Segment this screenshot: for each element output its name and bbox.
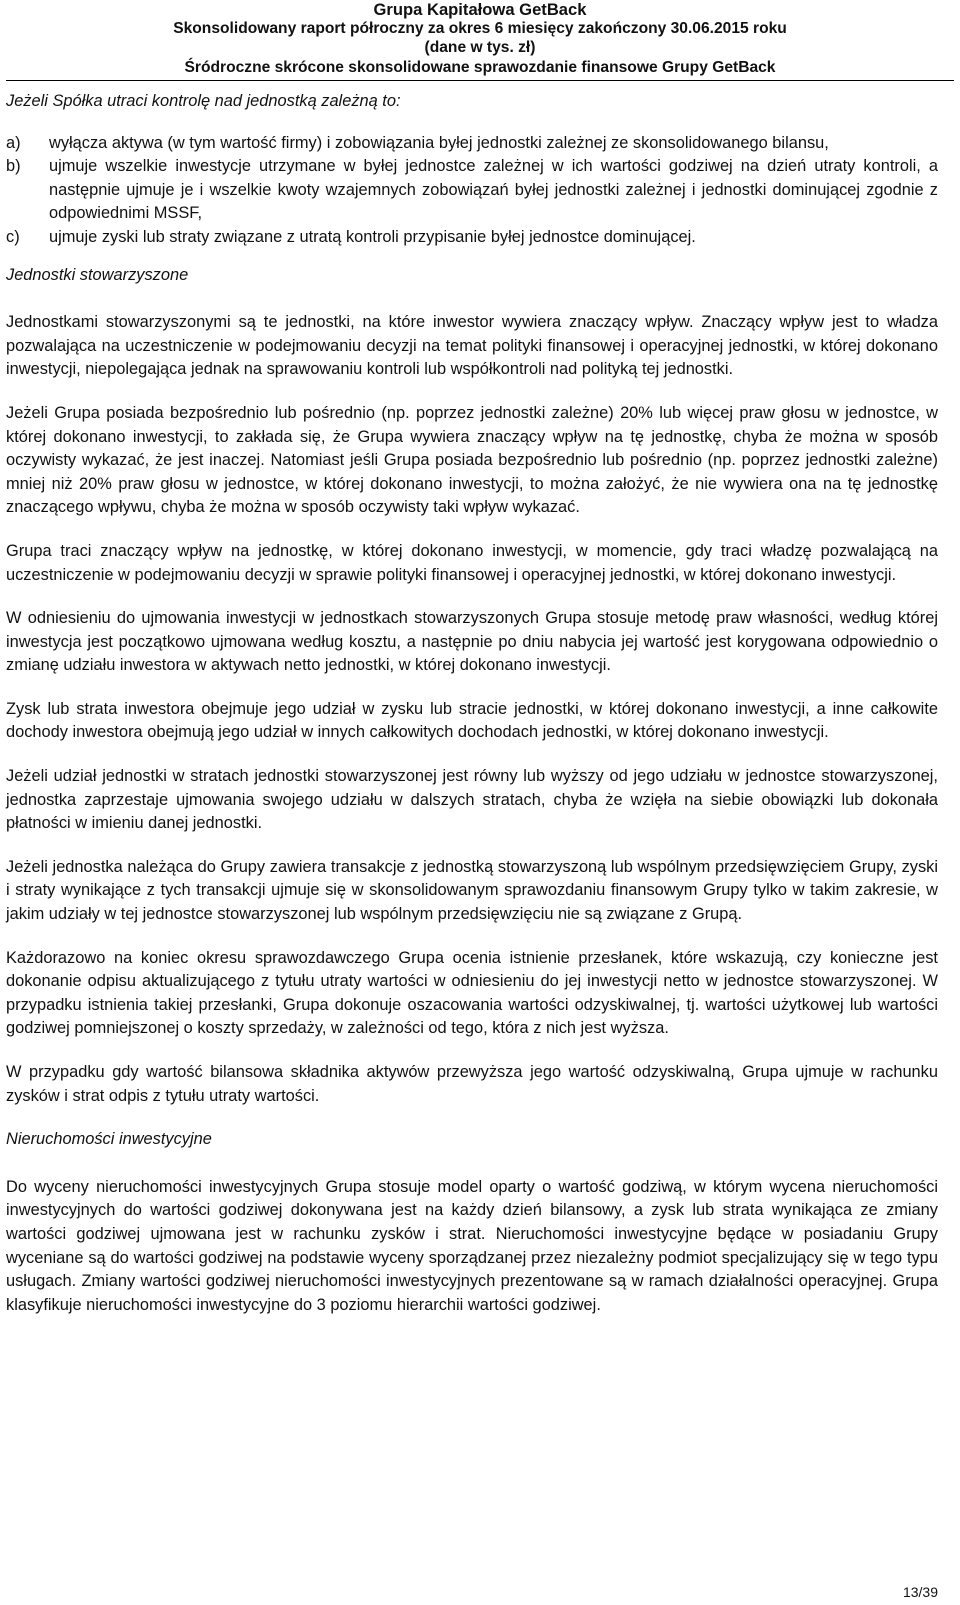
list-marker: b): [6, 157, 21, 176]
section-heading-associates: Jednostki stowarzyszone: [6, 265, 189, 284]
header-company: Grupa Kapitałowa GetBack: [373, 0, 587, 19]
paragraph: Zysk lub strata inwestora obejmuje jego udział w zysku lub stracie jednostki, w której dokonano inwestycji, a inne całkowite dochody inwestora obejmują jego udział w innych całkowitych dochodach jednostki, w której dokonano inwestycji.: [6, 699, 938, 742]
section-heading-investment-property: Nieruchomości inwestycyjne: [6, 1130, 212, 1149]
list-item: [6, 226, 938, 250]
paragraph: Jeżeli jednostka należąca do Grupy zawiera transakcje z jednostką stowarzyszoną lub wspólnym przedsięwzięciem Grupy, zyski i straty wynikające z tych transakcji ujmuje się w skonsolidowanym sprawozdaniu finansowym Grupy tylko w takim zakresie, w jakim udziały w tej jednostce stowarzyszonej lub wspólnym przedsięwzięciu nie są związane z Grupą.: [6, 857, 938, 924]
list-item-text: ujmuje zyski lub straty związane z utratą kontroli przypisanie byłej jednostce dominującej.: [49, 227, 696, 246]
list-marker: a): [6, 133, 21, 152]
paragraph: W przypadku gdy wartość bilansowa składnika aktywów przewyższa jego wartość odzyskiwalną, Grupa ujmuje w rachunku zysków i strat odpis z tytułu utraty wartości.: [6, 1063, 938, 1105]
header-report-title: Skonsolidowany raport półroczny za okres 6 miesięcy zakończony 30.06.2015 roku: [173, 20, 787, 38]
paragraph: Każdorazowo na koniec okresu sprawozdawczego Grupa ocenia istnienie przesłanek, które wskazują, czy konieczne jest dokonanie odpisu aktualizującego z tytułu utraty wartości w odniesieniu do jej inwestycji netto w jednostce stowarzyszonej. W przypadku istnienia takiej przesłanki, Grupa dokonuje oszacowania wartości odzyskiwalnej, tj. wartości użytkowej lub wartości godziwej pomniejszonej o koszty sprzedaży, w zależności od tego, która z nich jest wyższa.: [6, 948, 938, 1038]
paragraph: Jednostkami stowarzyszonymi są te jednostki, na które inwestor wywiera znaczący wpływ. Znaczący wpływ jest to władza pozwalająca na uczestniczenie w podejmowaniu decyzji na temat polityki finansowej i operacyjnej jednostki, w której dokonano inwestycji, niepolegająca jednak na sprawowaniu kontroli lub współkontroli nad polityką tej jednostki.: [6, 313, 938, 379]
lead-sentence: Jeżeli Spółka utraci kontrolę nad jednostką zależną to:: [6, 92, 401, 110]
paragraph: Grupa traci znaczący wpływ na jednostkę, w której dokonano inwestycji, w momencie, gdy traci władzę pozwalającą na uczestniczenie w podejmowaniu decyzji w sprawie polityki finansowej i operacyjnej jednostki, w której dokonano inwestycji.: [6, 541, 938, 584]
list-item: [6, 132, 938, 156]
paragraph: Jeżeli udział jednostki w stratach jednostki stowarzyszonej jest równy lub wyższy od jego udziału w jednostce stowarzyszonej, jednostka zaprzestaje ujmowania swojego udziału w dalszych stratach, chyba że wzięła na siebie obowiązki lub dokonała płatności w imieniu danej jednostki.: [6, 767, 938, 833]
page-header: [0, 0, 960, 77]
list-item-text: wyłącza aktywa (w tym wartość firmy) i zobowiązania byłej jednostki zależnej ze skonsolidowanego bilansu,: [49, 133, 829, 152]
header-divider: [6, 80, 954, 81]
paragraph: W odniesieniu do ujmowania inwestycji w jednostkach stowarzyszonych Grupa stosuje metodę praw własności, według której inwestycja jest początkowo ujmowana według kosztu, a następnie po dniu nabycia jej wartość jest korygowana odpowiednio o zmianę udziału inwestora w aktywach netto jednostki, w której dokonano inwestycji.: [6, 609, 938, 675]
list-marker: c): [6, 227, 20, 246]
loss-of-control-list: [6, 132, 938, 250]
list-item-text: ujmuje wszelkie inwestycje utrzymane w byłej jednostce zależnej w ich wartości godziwej na dzień utraty kontroli, a następnie ujmuje je i wszelkie kwoty wzajemnych zobowiązań byłej jednostki zależnej i jednostki dominującej zgodnie z odpowiednimi MSSF,: [49, 157, 938, 223]
page-content: [6, 90, 938, 1337]
header-units: (dane w tys. zł): [424, 39, 536, 57]
paragraph: Jeżeli Grupa posiada bezpośrednio lub pośrednio (np. poprzez jednostki zależne) 20% lub więcej praw głosu w jednostce, w której dokonano inwestycji, to zakłada się, że Grupa wywiera znaczący wpływ na tę jednostkę, chyba że można w sposób oczywisty wykazać, że jest inaczej. Natomiast jeśli Grupa posiada bezpośrednio lub pośrednio (np. poprzez jednostki zależne) mniej niż 20% praw głosu w jednostce, w której dokonano inwestycji, to można założyć, że nie wywiera ona na tę jednostkę znaczącego wpływu, chyba że można w sposób oczywisty taki wpływ wykazać.: [6, 403, 938, 517]
page-number: 13/39: [902, 1584, 938, 1600]
header-section: Śródroczne skrócone skonsolidowane sprawozdanie finansowe Grupy GetBack: [184, 58, 776, 76]
paragraph: Do wyceny nieruchomości inwestycyjnych Grupa stosuje model oparty o wartość godziwą, w którym wycena nieruchomości inwestycyjnych do wartości godziwej dokonywana jest na każdy dzień bilansowy, a zysk lub strata wynikająca ze zmiany wartości godziwej ujmowana jest w rachunku zysków i strat. Nieruchomości inwestycyjne będące w posiadaniu Grupy wyceniane są do wartości godziwej na podstawie wyceny sporządzanej przez niezależny podmiot specjalizujący się w tego typu usługach. Zmiany wartości godziwej nieruchomości inwestycyjnych prezentowane są w ramach działalności operacyjnej. Grupa klasyfikuje nieruchomości inwestycyjne do 3 poziomu hierarchii wartości godziwej.: [6, 1177, 938, 1314]
list-item: [6, 155, 938, 226]
